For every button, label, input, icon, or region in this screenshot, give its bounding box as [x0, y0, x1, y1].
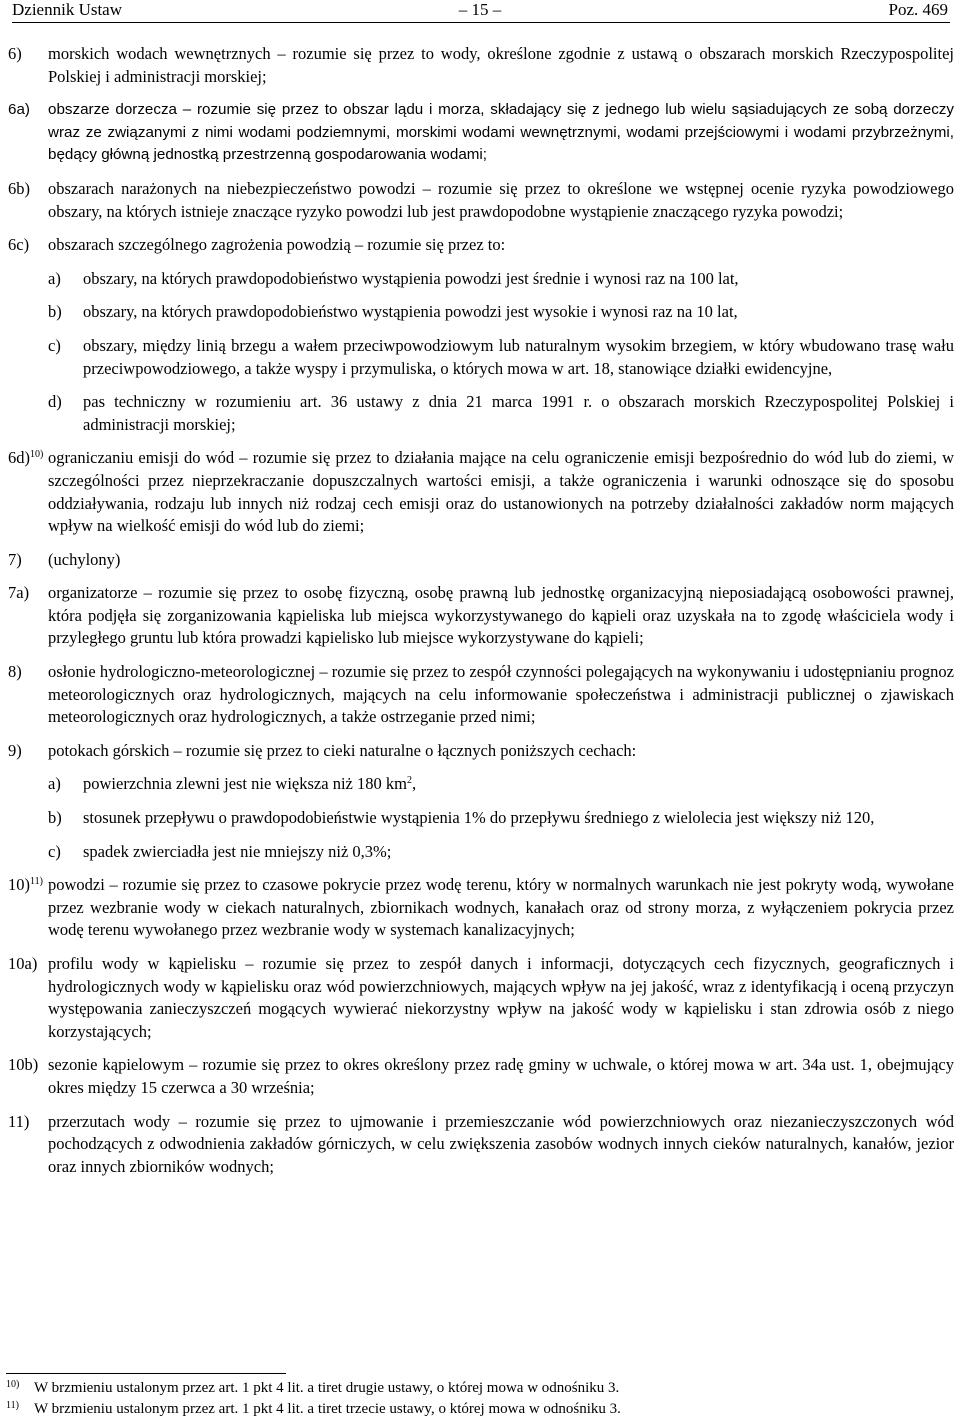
list-item [8, 1111, 954, 1179]
footnote-rule [6, 1373, 286, 1374]
position-number: Poz. 469 [888, 0, 948, 19]
list-item [8, 874, 954, 942]
footnote-ref[interactable]: 10) [30, 449, 44, 461]
sub-item [48, 391, 954, 436]
superscript: 2 [406, 775, 412, 787]
item-number: 10b) [8, 1055, 39, 1075]
list-item [8, 549, 954, 572]
footnote-ref[interactable]: 11) [30, 876, 43, 888]
list-item [8, 234, 954, 257]
list-item [8, 953, 954, 1043]
list-item [8, 740, 954, 763]
list-item [8, 43, 954, 88]
item-number: 6b) [8, 178, 30, 198]
item-text: profilu wody w kąpielisku – rozumie się przez to zespół danych i informacji, dotyczących cech fizycznych, geograficznych i hydrologicznych wody w kąpielisku oraz wód powierzchniowych, mających wpływ na jej jakość, wraz z identyfikacją i oceną przyczyn występowania zanieczyszczeń mogących wywierać niekorzystny wpływ na jakość wody w kąpielisku i stan zdrowia osób z niego korzystających; [48, 954, 954, 1041]
sub-list [48, 268, 954, 437]
footnote-number: 11) [6, 1400, 19, 1411]
definitions-list [8, 43, 954, 1189]
item-text: ograniczaniu emisji do wód – rozumie się przez to działania mające na celu ograniczenie emisji bezpośrednio do wód lub do ziemi, w szczególności przez nieprzekraczanie dopuszczalnych wartości emisji, a także ograniczenia i warunki odnoszące się do sposobu oddziaływania, rodzaju lub innych niż rodzaj cech emisji oraz do ustanowionych na potrzeby działalności zakładów norm mających wpływ na wielkość emisji do wód lub do ziemi; [48, 448, 954, 536]
sub-item-letter: b) [48, 808, 62, 828]
sub-item-letter: a) [48, 774, 61, 794]
list-item [8, 582, 954, 650]
header-rule [12, 22, 950, 23]
item-text: obszarach szczególnego zagrożenia powodzią – rozumie się przez to: [48, 235, 506, 255]
sub-item-main: powierzchnia zlewni jest nie większa niż 180 km [83, 774, 407, 794]
sub-item-text: obszary, na których prawdopodobieństwo wystąpienia powodzi jest średnie i wynosi raz na 100 lat, [83, 268, 739, 288]
list-item [8, 661, 954, 729]
sub-item-letter: c) [48, 841, 61, 861]
item-number [8, 874, 48, 942]
sub-item-text: obszary, na których prawdopodobieństwo wystąpienia powodzi jest wysokie i wynosi raz na 10 lat, [83, 302, 738, 322]
page-number: – 15 – [458, 0, 502, 19]
item-number-label: 6d) [8, 448, 30, 468]
item-number: 11) [8, 1111, 30, 1131]
sub-item-text [83, 773, 954, 796]
journal-title: Dziennik Ustaw [12, 0, 123, 19]
sub-item [48, 301, 954, 324]
item-number [8, 447, 48, 537]
sub-item-end: , [411, 774, 417, 794]
sub-item-text: obszary, między linią brzegu a wałem przeciwpowodziowym lub naturalnym wysokim brzegiem, w który wbudowano trasę wału przeciwpowodziowego, a także wyspy i przymuliska, o których mowa w art. 18, stanowiące działki ewidencyjne, [83, 335, 954, 378]
item-text: obszarach narażonych na niebezpieczeństwo powodzi – rozumie się przez to określone we wstępnej ocenie ryzyka powodziowego obszary, na których istnieje znaczące ryzyko powodzi lub jest prawdopodobne wystąpienie znaczącego ryzyka powodzi; [48, 178, 954, 221]
footnote-text: W brzmieniu ustalonym przez art. 1 pkt 4 lit. a tiret drugie ustawy, o której mowa w odnośniku 3. [34, 1380, 620, 1396]
list-item [8, 178, 954, 223]
item-number: 7) [8, 549, 22, 569]
footnote [6, 1378, 621, 1399]
sub-item-text: pas techniczny w rozumieniu art. 36 ustawy z dnia 21 marca 1991 r. o obszarach morskich Rzeczypospolitej Polskiej i administracji morskiej; [83, 392, 954, 434]
list-item [8, 99, 954, 167]
item-text: obszarze dorzecza – rozumie się przez to obszar lądu i morza, składający się z jednego lub wielu sąsiadujących ze sobą dorzeczy wraz ze związanymi z nimi wodami podziemnymi, morskimi wodami wewnętrznymi, wodami przejściowymi i wodami przybrzeżnymi, będący główną jednostką przestrzenną gospodarowania wodami; [48, 101, 954, 164]
sub-item [48, 841, 954, 864]
sub-item-letter: b) [48, 302, 62, 322]
sub-item-letter: c) [48, 335, 61, 355]
item-number: 8) [8, 662, 22, 682]
item-text: sezonie kąpielowym – rozumie się przez to okres określony przez radę gminy w uchwale, o której mowa w art. 34a ust. 1, obejmujący okres między 15 czerwca a 30 września; [48, 1055, 954, 1097]
item-text: osłonie hydrologiczno-meteorologicznej – rozumie się przez to zespół czynności polegających na wykonywaniu i udostępnianiu prognoz meteorologicznych oraz hydrologicznych, mających na celu informowanie społeczeństwa i administracji publicznej o zjawiskach meteorologicznych oraz hydrologicznych, a także ostrzeganie przed nimi; [48, 662, 954, 727]
item-number: 9) [8, 740, 22, 760]
item-text: organizatorze – rozumie się przez to osobę fizyczną, osobę prawną lub jednostkę organizacyjną nieposiadającą osobowości prawnej, która podjęła się zorganizowania kąpieliska lub miejsca wykorzystywanego do kąpieli oraz uzyskała na to zgodę właściciela wody i przyległego gruntu lub która prowadzi kąpielisko lub miejsce wykorzystywane do kąpieli; [48, 583, 954, 648]
footnote [6, 1399, 621, 1420]
sub-item-letter: a) [48, 268, 61, 288]
sub-item [48, 807, 954, 830]
list-item [8, 447, 954, 537]
item-number: 6c) [8, 235, 30, 255]
item-text: potokach górskich – rozumie się przez to cieki naturalne o łącznych poniższych cechach: [48, 740, 637, 760]
item-number-label: 10) [8, 875, 30, 895]
footnote-text: W brzmieniu ustalonym przez art. 1 pkt 4 lit. a tiret trzecie ustawy, o której mowa w odnośniku 3. [34, 1401, 621, 1417]
item-text: przerzutach wody – rozumie się przez to ujmowanie i przemieszczanie wód powierzchniowych oraz niezanieczyszczonych wód pochodzących z odwodnienia zakładów górniczych, w celu zwiększenia zasobów wodnych innych cieków naturalnych, kanałów, jezior oraz innych zbiorników wodnych; [48, 1111, 954, 1176]
sub-item [48, 335, 954, 380]
footnote-number: 10) [6, 1379, 20, 1390]
sub-item-text: stosunek przepływu o prawdopodobieństwie wystąpienia 1% do przepływu średniego z wielolecia jest większy niż 120, [83, 808, 875, 828]
item-number: 6) [8, 44, 22, 63]
item-text: morskich wodach wewnętrznych – rozumie się przez to wody, określone zgodnie z ustawą o obszarach morskich Rzeczypospolitej Polskiej i administracji morskiej; [48, 44, 954, 86]
sub-item-letter: d) [48, 392, 62, 412]
page-header [6, 0, 954, 24]
item-number: 6a) [8, 101, 30, 119]
sub-item [48, 268, 954, 291]
item-text: (uchylony) [48, 549, 121, 569]
footnotes [6, 1378, 621, 1420]
item-number: 10a) [8, 954, 38, 973]
item-number: 7a) [8, 583, 30, 603]
list-item [8, 1054, 954, 1099]
sub-list [48, 773, 954, 863]
item-text: powodzi – rozumie się przez to czasowe pokrycie przez wodę terenu, który w normalnych warunkach nie jest pokryty wodą, wywołane przez wezbranie wody w ciekach naturalnych, zbiornikach wodnych, kanałach oraz od strony morza, z wyłączeniem pokrycia przez wodę terenu wywołanego przez wezbranie wody w systemach kanalizacyjnych; [48, 875, 954, 940]
sub-item [48, 773, 954, 796]
sub-item-text: spadek zwierciadła jest nie mniejszy niż 0,3%; [83, 841, 392, 861]
